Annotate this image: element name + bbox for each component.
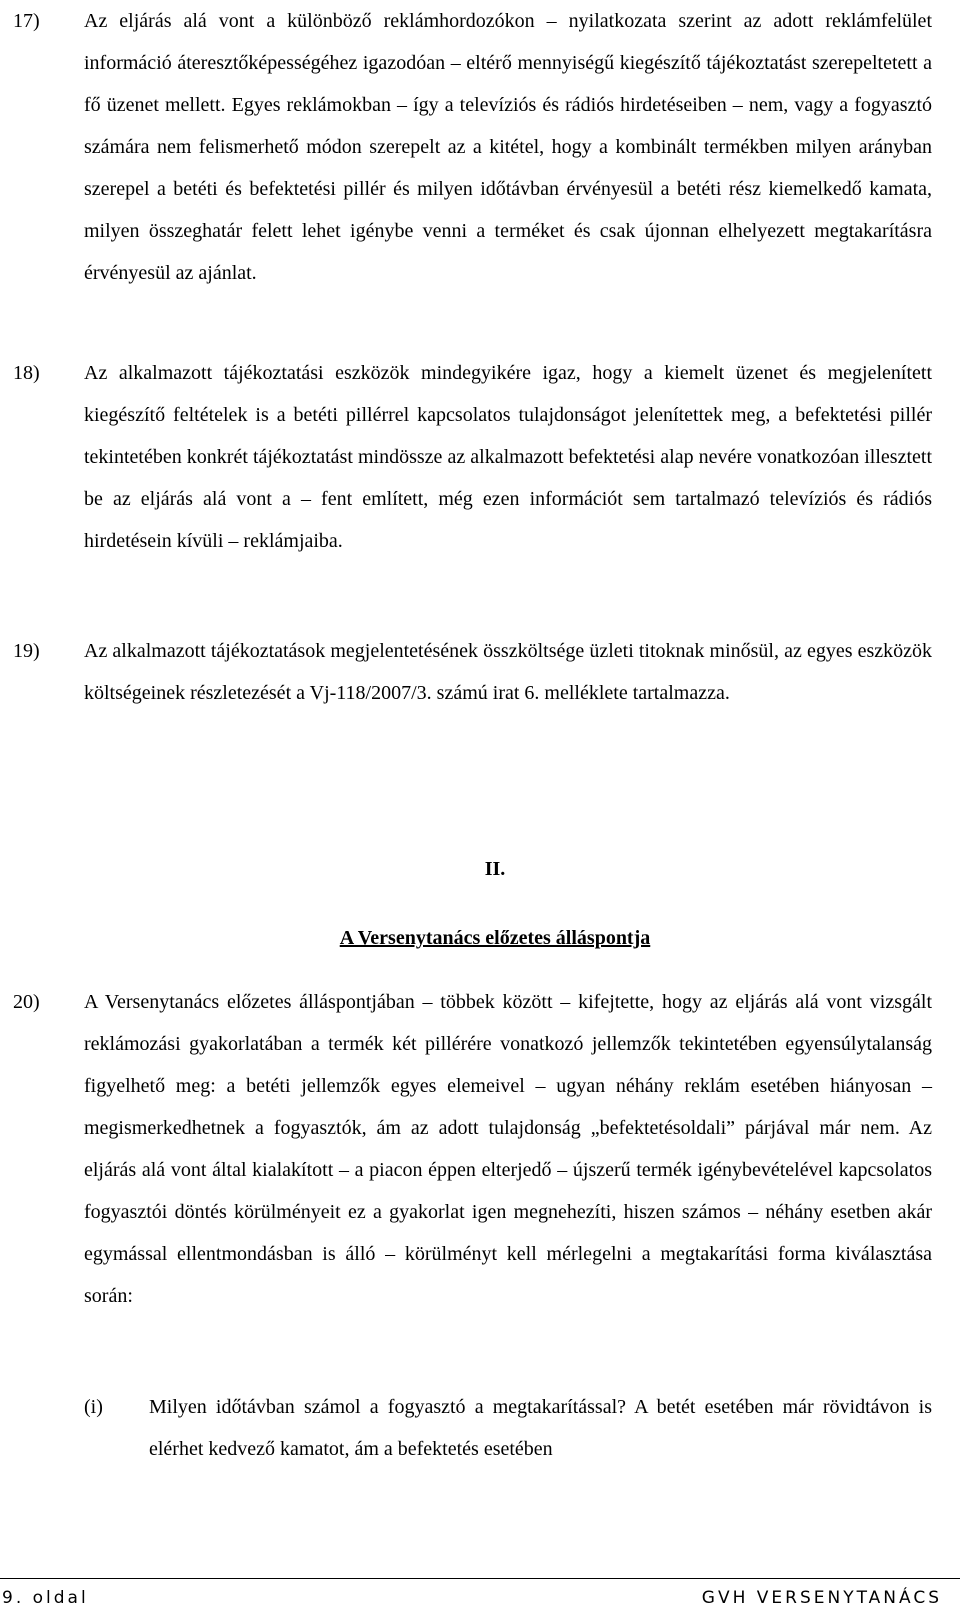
section-number: II. [484,858,506,880]
paragraph-text: A Versenytanács előzetes álláspontjában – többek között – kifejtette, hogy az eljárás alá vont vizsgált reklámozási gyakorlatában a termék két pillérére vonatkozó jellemzők tekintetében egyensúlytalanság figyelhető meg: a betéti jellemzők egyes elemeivel – ugyan néhány reklám esetében hiányosan – megismerkedhetnek a fogyasztók, ám az adott tulajdonság „befektetésoldali” párjával már nem. Az eljárás alá vont által kialakított – a piacon éppen elterjedő – újszerű termék igénybevételével kapcsolatos fogyasztói döntés körülményeit ez a gyakorlat igen megnehezíti, hiszen számos – néhány esetben akár egymással ellentmondásban is álló – körülményt kell mérlegelni a megtakarítási forma kiválasztása során: [84,991,932,1307]
paragraph-text: Az alkalmazott tájékoztatások megjelentetésének összköltsége üzleti titoknak minősül, az egyes eszközök költségeinek részletezését a Vj-118/2007/3. számú irat 6. melléklete tartalmazza. [84,640,932,704]
paragraph-number: 20) [13,991,40,1013]
footer-divider [0,1578,960,1579]
paragraph-number: 19) [13,640,40,662]
paragraph-text: Az eljárás alá vont a különböző reklámhordozókon – nyilatkozata szerint az adott reklámfelület információ áteresztőképességéhez igazodóan – eltérő mennyiségű kiegészítő tájékoztatást szerepeltetett a fő üzenet mellett. Egyes reklámokban – így a televíziós és rádiós hirdetéseiben – nem, vagy a fogyasztó számára nem felismerhető módon szerepelt az a kitétel, hogy a kombinált termékben milyen arányban szerepel a betéti és befektetési pillér és milyen időtávban érvényesül a betéti rész kiemelkedő kamata, milyen összeghatár felett lehet igénybe venni a terméket és csak újonnan elhelyezett megtakarításra érvényesül az ajánlat. [84,10,932,284]
paragraph-text: Az alkalmazott tájékoztatási eszközök mindegyikére igaz, hogy a kiemelt üzenet és megjelenített kiegészítő feltételek is a betéti pillérrel kapcsolatos tulajdonságot jelenítettek meg, a befektetési pillér tekintetében konkrét tájékoztatást mindössze az alkalmazott befektetési alap nevére vonatkozóan illesztett be az eljárás alá vont a – fent említett, még ezen információt sem tartalmazó televíziós és rádiós hirdetésein kívüli – reklámjaiba. [84,362,932,552]
section-title [0,923,960,953]
section-title-text: A Versenytanács előzetes álláspontja [339,927,651,949]
subitem-label: (i) [84,1396,103,1418]
subitem-text: Milyen időtávban számol a fogyasztó a megtakarítással? A betét esetében már rövidtávon is elérhet kedvező kamatot, ám a befektetés esetében [149,1396,932,1460]
page-number: 9. oldal [2,1588,89,1608]
footer-organization: GVH VERSENYTANÁCS [701,1588,942,1608]
paragraph-number: 17) [13,10,40,32]
paragraph-number: 18) [13,362,40,384]
